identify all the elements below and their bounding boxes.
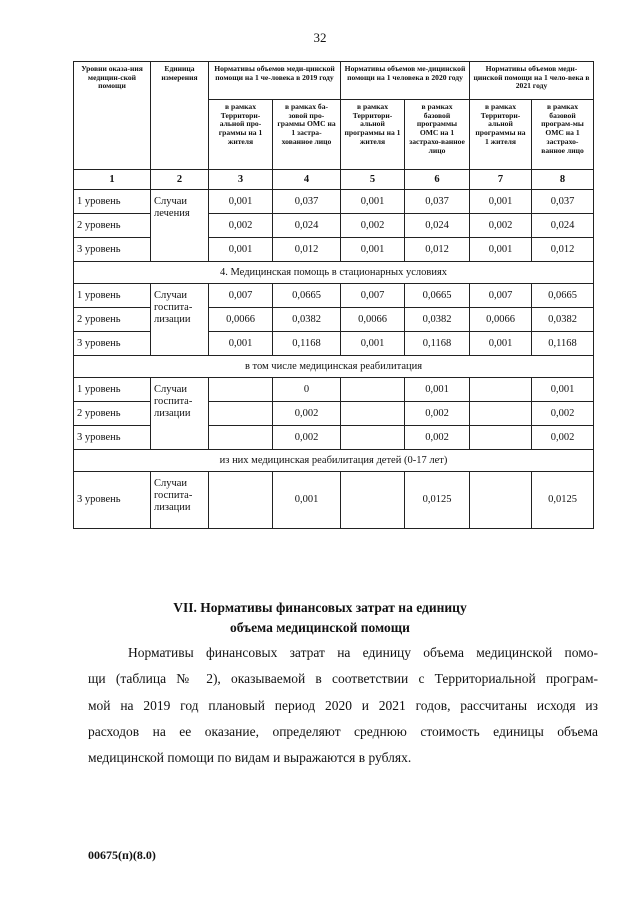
value-cell: 0,037 <box>273 190 341 214</box>
header-levels: Уровни оказа-ния медицин-ской помощи <box>74 62 151 170</box>
column-number: 4 <box>273 170 341 190</box>
value-cell <box>209 472 273 529</box>
subheader-col7: в рамках Территори-альной программы на 1 жителя <box>470 100 532 170</box>
value-cell: 0,001 <box>209 238 273 262</box>
level-cell: 1 уровень <box>74 378 151 402</box>
value-cell: 0,001 <box>470 332 532 356</box>
body-paragraph <box>88 640 598 772</box>
value-cell: 0,001 <box>209 190 273 214</box>
page-number: 32 <box>313 30 327 45</box>
value-cell: 0,024 <box>405 214 470 238</box>
value-cell: 0,0665 <box>532 284 594 308</box>
column-numbers-row <box>74 170 594 190</box>
level-cell: 1 уровень <box>74 284 151 308</box>
value-cell: 0,0066 <box>341 308 405 332</box>
value-cell: 0,002 <box>341 214 405 238</box>
value-cell: 0,0665 <box>273 284 341 308</box>
value-cell: 0,001 <box>532 378 594 402</box>
value-cell: 0,0382 <box>405 308 470 332</box>
unit-cell: Случаи госпита-лизации <box>151 472 209 529</box>
normatives-table <box>73 61 594 529</box>
subheader-col4: в рамках ба-зовой про-граммы ОМС на 1 застра-хованное лицо <box>273 100 341 170</box>
level-cell: 1 уровень <box>74 190 151 214</box>
level-cell: 2 уровень <box>74 214 151 238</box>
value-cell: 0,007 <box>470 284 532 308</box>
value-cell: 0,0382 <box>532 308 594 332</box>
value-cell: 0,1168 <box>405 332 470 356</box>
value-cell: 0,002 <box>405 402 470 426</box>
value-cell: 0,0066 <box>209 308 273 332</box>
header-2020: Нормативы объемов ме-дицинской помощи на 1 человека в 2020 году <box>341 62 470 100</box>
value-cell: 0,0665 <box>405 284 470 308</box>
value-cell: 0 <box>273 378 341 402</box>
unit-cell: Случаи госпита-лизации <box>151 378 209 450</box>
value-cell: 0,007 <box>209 284 273 308</box>
unit-cell: Случаи лечения <box>151 190 209 262</box>
value-cell: 0,001 <box>341 238 405 262</box>
value-cell: 0,024 <box>273 214 341 238</box>
value-cell <box>209 402 273 426</box>
section-heading: 4. Медицинская помощь в стационарных условиях <box>74 262 594 284</box>
paragraph-line: Нормативы финансовых затрат на единицу объема медицинской помо- <box>128 645 598 660</box>
value-cell <box>341 402 405 426</box>
header-2021: Нормативы объемов меди-цинской помощи на 1 чело-века в 2021 году <box>470 62 594 100</box>
value-cell: 0,002 <box>273 402 341 426</box>
value-cell: 0,002 <box>209 214 273 238</box>
value-cell: 0,001 <box>405 378 470 402</box>
subheader-col8: в рамках базовой програм-мы ОМС на 1 застрахо-ванное лицо <box>532 100 594 170</box>
column-number: 8 <box>532 170 594 190</box>
value-cell: 0,012 <box>273 238 341 262</box>
section-title <box>0 598 640 637</box>
value-cell <box>470 426 532 450</box>
table-row <box>74 190 594 214</box>
value-cell <box>470 402 532 426</box>
table-row <box>74 378 594 402</box>
value-cell: 0,002 <box>405 426 470 450</box>
table-row <box>74 284 594 308</box>
value-cell: 0,002 <box>532 402 594 426</box>
value-cell: 0,037 <box>405 190 470 214</box>
column-number: 1 <box>74 170 151 190</box>
table-row <box>74 472 594 529</box>
column-number: 6 <box>405 170 470 190</box>
value-cell: 0,002 <box>273 426 341 450</box>
column-number: 2 <box>151 170 209 190</box>
value-cell: 0,001 <box>273 472 341 529</box>
column-number: 5 <box>341 170 405 190</box>
section-title-line: VII. Нормативы финансовых затрат на единицу <box>173 600 467 615</box>
level-cell: 3 уровень <box>74 332 151 356</box>
column-number: 3 <box>209 170 273 190</box>
value-cell: 0,002 <box>470 214 532 238</box>
paragraph-line: медицинской помощи по видам и выражаются в рублях. <box>88 750 412 766</box>
level-cell: 3 уровень <box>74 238 151 262</box>
document-code: 00675(п)(8.0) <box>88 848 156 862</box>
value-cell: 0,0125 <box>405 472 470 529</box>
value-cell: 0,002 <box>532 426 594 450</box>
value-cell: 0,1168 <box>273 332 341 356</box>
value-cell: 0,012 <box>405 238 470 262</box>
value-cell <box>341 472 405 529</box>
value-cell: 0,0125 <box>532 472 594 529</box>
value-cell <box>470 472 532 529</box>
value-cell: 0,007 <box>341 284 405 308</box>
value-cell: 0,001 <box>470 190 532 214</box>
section-heading: из них медицинская реабилитация детей (0-17 лет) <box>74 450 594 472</box>
value-cell <box>341 378 405 402</box>
level-cell: 3 уровень <box>74 472 151 529</box>
subheader-col6: в рамках базовой программы ОМС на 1 застрахо-ванное лицо <box>405 100 470 170</box>
value-cell: 0,1168 <box>532 332 594 356</box>
level-cell: 2 уровень <box>74 308 151 332</box>
section-title-line: объема медицинской помощи <box>230 619 410 635</box>
value-cell: 0,037 <box>532 190 594 214</box>
value-cell: 0,001 <box>341 190 405 214</box>
value-cell: 0,001 <box>470 238 532 262</box>
value-cell: 0,0382 <box>273 308 341 332</box>
value-cell <box>209 378 273 402</box>
subheader-col3: в рамках Территори-альной про-граммы на 1 жителя <box>209 100 273 170</box>
value-cell: 0,001 <box>341 332 405 356</box>
header-2019: Нормативы объемов меди-цинской помощи на 1 че-ловека в 2019 году <box>209 62 341 100</box>
value-cell: 0,001 <box>209 332 273 356</box>
value-cell <box>470 378 532 402</box>
value-cell <box>209 426 273 450</box>
value-cell: 0,012 <box>532 238 594 262</box>
level-cell: 2 уровень <box>74 402 151 426</box>
column-number: 7 <box>470 170 532 190</box>
paragraph-line: щи (таблица № 2), оказываемой в соответствии с Территориальной програм- <box>88 671 598 687</box>
paragraph-line: расходов на ее оказание, определяют среднюю стоимость единицы объема <box>88 723 598 739</box>
level-cell: 3 уровень <box>74 426 151 450</box>
unit-cell: Случаи госпита-лизации <box>151 284 209 356</box>
header-unit: Единица измерения <box>151 62 209 170</box>
paragraph-line: мой на 2019 год плановый период 2020 и 2021 годов, рассчитаны исходя из <box>88 697 598 713</box>
value-cell: 0,024 <box>532 214 594 238</box>
value-cell <box>341 426 405 450</box>
section-heading: в том числе медицинская реабилитация <box>74 356 594 378</box>
value-cell: 0,0066 <box>470 308 532 332</box>
subheader-col5: в рамках Территори-альной программы на 1 жителя <box>341 100 405 170</box>
